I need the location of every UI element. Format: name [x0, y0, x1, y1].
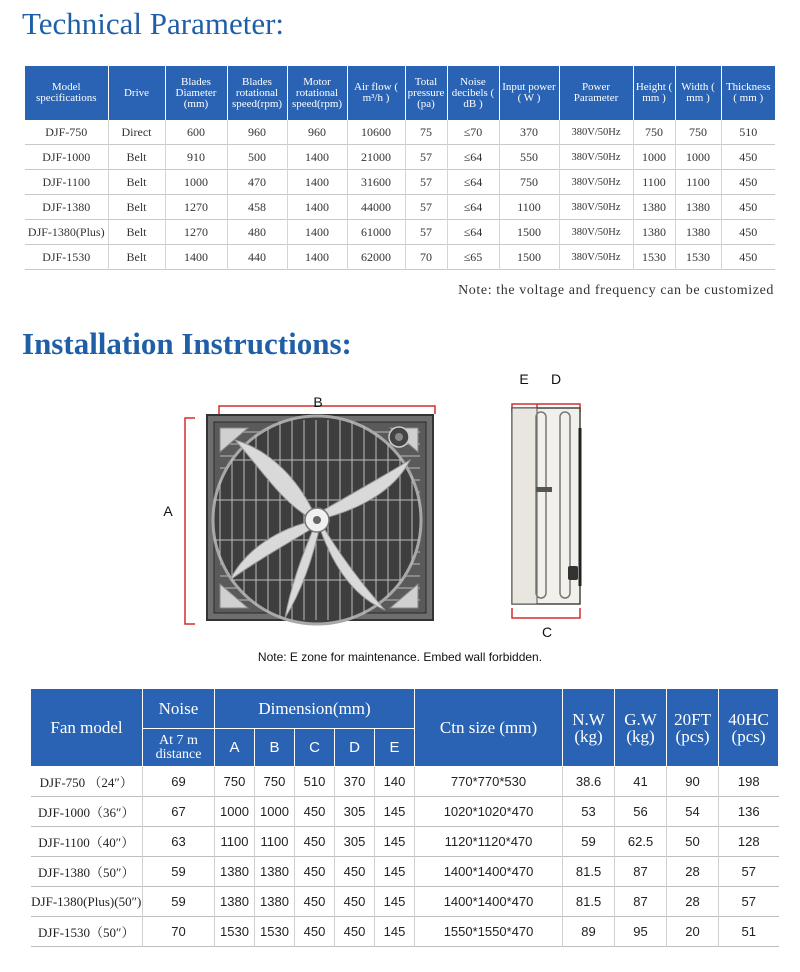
- table-cell: Belt: [108, 220, 165, 245]
- label-e: E: [519, 371, 529, 387]
- table-cell: 1000: [633, 145, 675, 170]
- table-cell: 57: [741, 894, 757, 909]
- table-header-row: [31, 689, 779, 729]
- dimension-b-bracket: [219, 406, 435, 414]
- table-cell: 69: [143, 767, 215, 797]
- table-cell: DJF-1530: [25, 245, 108, 270]
- column-header-40hc: 40HC (pcs): [719, 689, 779, 767]
- table-cell: 1020*1020*470: [415, 797, 563, 827]
- column-header: Blades rotational speed(rpm): [227, 66, 287, 120]
- technical-parameter-title: Technical Parameter:: [22, 6, 285, 41]
- column-header: Width ( mm ): [675, 66, 721, 120]
- table-cell: 1400: [287, 145, 347, 170]
- table-cell: 1400: [287, 195, 347, 220]
- technical-parameter-table: [25, 66, 775, 270]
- table-cell: 1530: [255, 917, 295, 947]
- table-cell: 510: [739, 124, 758, 139]
- table-cell: 1400: [287, 170, 347, 195]
- table-cell: 370: [499, 120, 559, 145]
- table-cell: 59: [563, 827, 615, 857]
- table-cell: 1000: [675, 145, 721, 170]
- table-cell: 1380: [215, 857, 255, 887]
- table-cell: 54: [667, 797, 719, 827]
- table-cell: 1100: [675, 170, 721, 195]
- table-cell: 1530: [215, 917, 255, 947]
- column-header: Air flow ( m³/h ): [347, 66, 405, 120]
- table-cell: 1380: [255, 887, 295, 917]
- column-header: Model specifications: [25, 66, 108, 120]
- table-cell: 550: [499, 145, 559, 170]
- table-cell: 136: [737, 804, 760, 819]
- table-cell: 470: [227, 170, 287, 195]
- table-cell: 750: [255, 767, 295, 797]
- table-cell: 70: [143, 917, 215, 947]
- table-cell: 81.5: [563, 887, 615, 917]
- table-cell: 1380: [255, 857, 295, 887]
- table-cell: 380V/50Hz: [559, 195, 633, 220]
- table-cell: 450: [335, 857, 375, 887]
- table-cell: ≤64: [447, 195, 499, 220]
- table-cell: 458: [227, 195, 287, 220]
- table-cell: 960: [287, 120, 347, 145]
- table-cell: 1380: [633, 195, 675, 220]
- column-header-ctn-size: Ctn size (mm): [415, 689, 563, 767]
- table-cell: DJF-1380（50″）: [31, 857, 143, 887]
- table-cell: 57: [741, 864, 757, 879]
- table-cell: 63: [143, 827, 215, 857]
- column-header: Noise decibels ( dB ): [447, 66, 499, 120]
- table-cell: DJF-1380(Plus): [25, 220, 108, 245]
- table-cell: 380V/50Hz: [559, 245, 633, 270]
- table-cell: 1400*1400*470: [415, 857, 563, 887]
- table-cell: 90: [667, 767, 719, 797]
- table-cell: Direct: [108, 120, 165, 145]
- table-cell: 960: [227, 120, 287, 145]
- table-cell: 20: [667, 917, 719, 947]
- table-cell: DJF-750 （24″）: [31, 767, 143, 797]
- table-cell: 910: [165, 145, 227, 170]
- installation-instructions-title: Installation Instructions:: [22, 326, 352, 361]
- table-cell: 450: [739, 199, 758, 214]
- table-cell: 41: [615, 767, 667, 797]
- table-cell: 450: [295, 857, 335, 887]
- table-cell: 1400: [287, 245, 347, 270]
- table-cell: ≤70: [447, 120, 499, 145]
- table-cell: 1380: [675, 195, 721, 220]
- table-cell: 89: [563, 917, 615, 947]
- table-cell: 1000: [255, 797, 295, 827]
- table-cell: 1100: [215, 827, 255, 857]
- column-header-dimension: Dimension(mm): [215, 689, 415, 729]
- table-cell: 440: [227, 245, 287, 270]
- table-cell: 1000: [215, 797, 255, 827]
- table-cell: 1120*1120*470: [415, 827, 563, 857]
- table-cell: 1500: [499, 245, 559, 270]
- dimension-c-bracket: [512, 608, 580, 618]
- table-cell: 44000: [347, 195, 405, 220]
- table-row: [25, 145, 775, 170]
- table-cell: Belt: [108, 145, 165, 170]
- table-cell: 31600: [347, 170, 405, 195]
- table-row: [31, 857, 779, 887]
- table-row: [25, 120, 775, 145]
- table-cell: 128: [737, 834, 760, 849]
- table-cell: 1270: [165, 195, 227, 220]
- table-cell: 28: [667, 857, 719, 887]
- table-cell: 380V/50Hz: [559, 145, 633, 170]
- table-cell: 10600: [347, 120, 405, 145]
- table-row: [31, 767, 779, 797]
- table-cell: 450: [335, 887, 375, 917]
- table-cell: 450: [295, 827, 335, 857]
- table-cell: 50: [667, 827, 719, 857]
- table-cell: 450: [739, 249, 758, 264]
- table-cell: 380V/50Hz: [559, 170, 633, 195]
- table-cell: ≤64: [447, 145, 499, 170]
- table-cell: 480: [227, 220, 287, 245]
- table-cell: 1380: [633, 220, 675, 245]
- table-cell: 1100: [499, 195, 559, 220]
- table-cell: 21000: [347, 145, 405, 170]
- table-row: [31, 887, 779, 917]
- table-cell: 450: [335, 917, 375, 947]
- table-cell: 510: [295, 767, 335, 797]
- column-header-dim-b: B: [255, 729, 295, 767]
- table-row: [31, 797, 779, 827]
- table-cell: 145: [375, 827, 415, 857]
- table-cell: 305: [335, 797, 375, 827]
- table-row: [31, 917, 779, 947]
- table-cell: ≤64: [447, 220, 499, 245]
- column-header: Drive: [108, 66, 165, 120]
- table-cell: 140: [375, 767, 415, 797]
- table-cell: Belt: [108, 170, 165, 195]
- column-header-dim-e: E: [375, 729, 415, 767]
- table-cell: 59: [143, 887, 215, 917]
- table-cell: DJF-1000（36″）: [31, 797, 143, 827]
- fan-front-view: [207, 415, 433, 624]
- fan-side-view: [512, 408, 580, 604]
- column-header-dim-d: D: [335, 729, 375, 767]
- table-cell: 1270: [165, 220, 227, 245]
- table-cell: 95: [615, 917, 667, 947]
- table-cell: 87: [615, 857, 667, 887]
- table-cell: 450: [739, 149, 758, 164]
- table-cell: 57: [405, 195, 447, 220]
- column-header: Motor rotational speed(rpm): [287, 66, 347, 120]
- table-cell: 450: [739, 174, 758, 189]
- column-header-nw: N.W (kg): [563, 689, 615, 767]
- table-cell: Belt: [108, 195, 165, 220]
- table-cell: 750: [215, 767, 255, 797]
- table-cell: 450: [295, 887, 335, 917]
- table-row: [25, 195, 775, 220]
- table-cell: 450: [739, 224, 758, 239]
- table-cell: 1380: [675, 220, 721, 245]
- column-header-20ft: 20FT (pcs): [667, 689, 719, 767]
- column-header: Total pressure (pa): [405, 66, 447, 120]
- label-b: B: [313, 394, 323, 410]
- voltage-note: Note: the voltage and frequency can be customized: [458, 283, 774, 298]
- table-cell: 57: [405, 220, 447, 245]
- table-cell: 1530: [633, 245, 675, 270]
- table-row: [31, 827, 779, 857]
- table-cell: 53: [563, 797, 615, 827]
- table-cell: 1530: [675, 245, 721, 270]
- table-cell: 67: [143, 797, 215, 827]
- column-header-dim-a: A: [215, 729, 255, 767]
- table-cell: 1500: [499, 220, 559, 245]
- table-cell: 1100: [255, 827, 295, 857]
- table-cell: DJF-1000: [25, 145, 108, 170]
- table-cell: DJF-1380: [25, 195, 108, 220]
- table-cell: DJF-1100（40″）: [31, 827, 143, 857]
- table-cell: 500: [227, 145, 287, 170]
- table-cell: 305: [335, 827, 375, 857]
- label-d: D: [550, 371, 562, 387]
- table-cell: 1380: [215, 887, 255, 917]
- table-cell: 70: [405, 245, 447, 270]
- maintenance-note: Note: E zone for maintenance. Embed wall forbidden.: [257, 650, 543, 664]
- table-cell: Belt: [108, 245, 165, 270]
- table-cell: ≤64: [447, 170, 499, 195]
- table-cell: 198: [737, 774, 760, 789]
- table-cell: 62.5: [615, 827, 667, 857]
- column-header: Thickness ( mm ): [721, 66, 775, 120]
- table-cell: 1550*1550*470: [415, 917, 563, 947]
- table-cell: 750: [633, 120, 675, 145]
- column-header: Power Parameter: [559, 66, 633, 120]
- label-a: A: [163, 503, 173, 519]
- table-cell: 28: [667, 887, 719, 917]
- column-header-noise: Noise: [143, 689, 215, 729]
- table-cell: 370: [335, 767, 375, 797]
- column-header: Height ( mm ): [633, 66, 675, 120]
- table-cell: 145: [375, 917, 415, 947]
- table-cell: 145: [375, 797, 415, 827]
- table-cell: 62000: [347, 245, 405, 270]
- table-row: [25, 170, 775, 195]
- column-header-noise-distance: At 7 m distance: [143, 729, 215, 767]
- column-header: Blades Diameter (mm): [165, 66, 227, 120]
- column-header-gw: G.W (kg): [615, 689, 667, 767]
- table-cell: 380V/50Hz: [559, 120, 633, 145]
- table-cell: 87: [615, 887, 667, 917]
- table-cell: DJF-1100: [25, 170, 108, 195]
- column-header: Input power ( W ): [499, 66, 559, 120]
- table-cell: 1000: [165, 170, 227, 195]
- table-cell: 56: [615, 797, 667, 827]
- table-cell: 1400*1400*470: [415, 887, 563, 917]
- table-cell: 75: [405, 120, 447, 145]
- table-cell: 1400: [287, 220, 347, 245]
- dimension-a-bracket: [185, 418, 195, 624]
- table-cell: 1100: [633, 170, 675, 195]
- table-cell: DJF-1380(Plus)(50″): [31, 887, 143, 917]
- fan-model-table: [30, 688, 779, 947]
- table-cell: 1400: [165, 245, 227, 270]
- table-row: [25, 245, 775, 270]
- fan-dimension-drawing: [0, 360, 800, 650]
- table-header-row: [25, 66, 775, 120]
- table-cell: 81.5: [563, 857, 615, 887]
- table-cell: 450: [295, 917, 335, 947]
- table-cell: DJF-750: [25, 120, 108, 145]
- table-cell: 38.6: [563, 767, 615, 797]
- table-cell: 57: [405, 170, 447, 195]
- table-cell: 145: [375, 857, 415, 887]
- table-cell: 61000: [347, 220, 405, 245]
- installation-diagram: [0, 360, 800, 670]
- table-cell: 59: [143, 857, 215, 887]
- column-header-dim-c: C: [295, 729, 335, 767]
- table-cell: DJF-1530（50″）: [31, 917, 143, 947]
- table-cell: 750: [675, 120, 721, 145]
- table-cell: 51: [741, 924, 757, 939]
- table-cell: 600: [165, 120, 227, 145]
- label-c: C: [541, 624, 553, 640]
- table-cell: 145: [375, 887, 415, 917]
- table-cell: 750: [499, 170, 559, 195]
- table-cell: 770*770*530: [415, 767, 563, 797]
- table-row: [25, 220, 775, 245]
- table-cell: 450: [295, 797, 335, 827]
- table-cell: 57: [405, 145, 447, 170]
- table-cell: ≤65: [447, 245, 499, 270]
- column-header-fan-model: Fan model: [31, 689, 143, 767]
- table-cell: 380V/50Hz: [559, 220, 633, 245]
